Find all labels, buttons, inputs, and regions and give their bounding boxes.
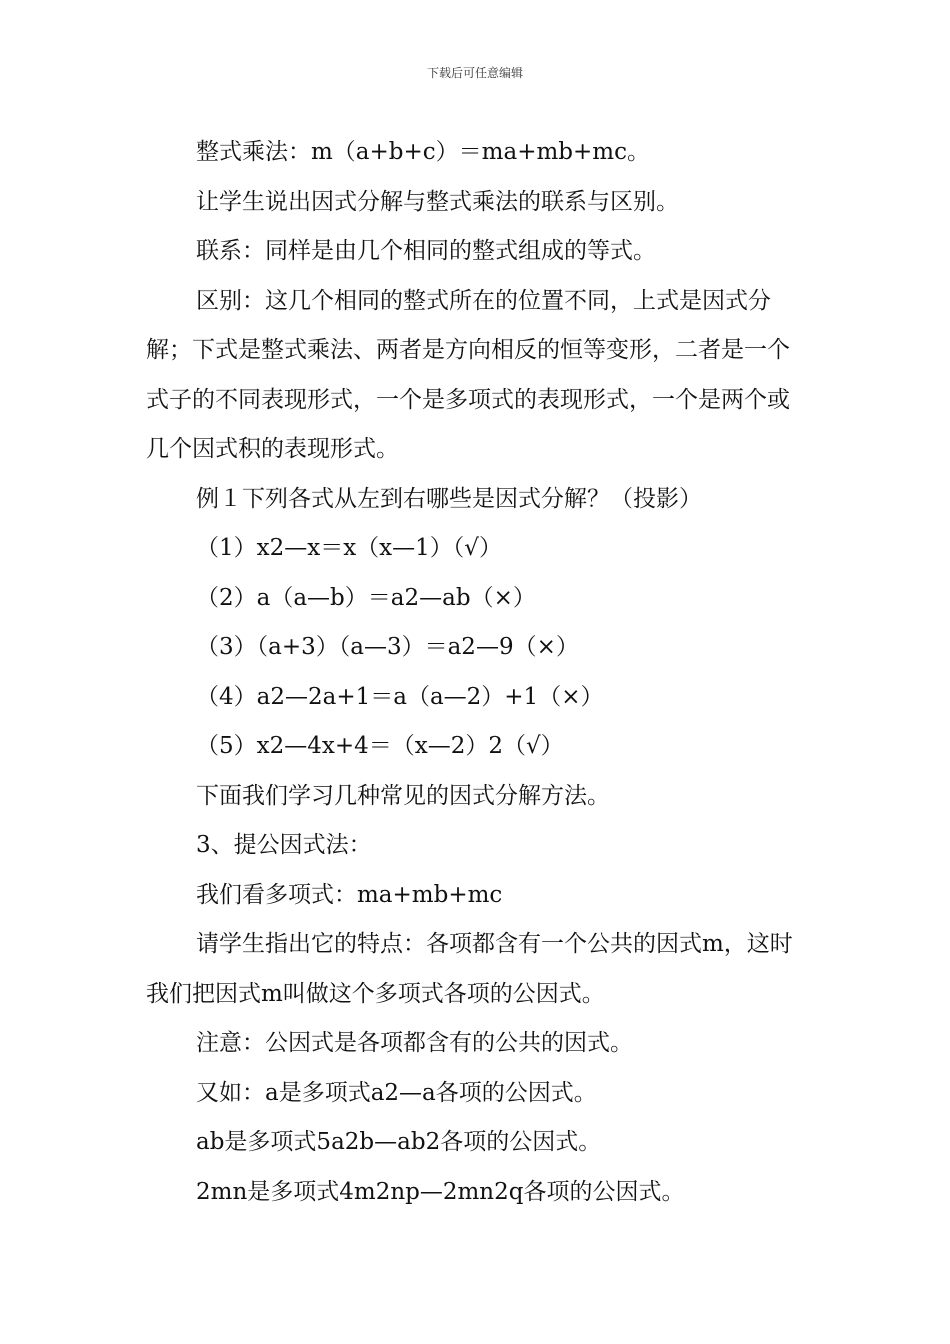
example-item: （4）a2—2a+1＝a（a—2）+1（×） [196,683,604,710]
paragraph: 区别：这几个相同的整式所在的位置不同，上式是因式分解；下式是整式乘法、两者是方向相反的恒等变形，二者是一个式子的不同表现形式，一个是多项式的表现形式，一个是两个或几个因式积的表现形式。 [146,287,790,462]
paragraph: 下面我们学习几种常见的因式分解方法。 [196,782,610,809]
page-header: 下载后可任意编辑 [426,66,523,80]
example-item: （3）（a+3）（a—3）＝a2—9（×） [196,634,579,660]
paragraph: 让学生说出因式分解与整式乘法的联系与区别。 [196,188,679,215]
paragraph: 我们看多项式：ma+mb+mc [196,881,503,908]
paragraph: 例１下列各式从左到右哪些是因式分解？（投影） [196,485,702,512]
paragraph: 联系：同样是由几个相同的整式组成的等式。 [196,238,656,264]
paragraph: ab是多项式5a2b—ab2各项的公因式。 [196,1129,602,1155]
example-item: （2）a（a—b）＝a2—ab（×） [196,584,536,611]
paragraph: 注意：公因式是各项都含有的公共的因式。 [196,1030,633,1056]
document-body [146,128,810,1217]
example-item: （5）x2—4x+4＝（x—2）2（√） [196,733,564,759]
section-heading: 3、提公因式法： [196,832,372,858]
example-item: （1）x2—x＝x（x—1）（√） [196,535,502,561]
paragraph: 又如：a是多项式a2—a各项的公因式。 [196,1079,597,1106]
paragraph: 2mn是多项式4m2np—2mn2q各项的公因式。 [196,1178,685,1205]
paragraph: 请学生指出它的特点：各项都含有一个公共的因式m，这时我们把因式m叫做这个多项式各项的公因式。 [146,931,793,1007]
paragraph: 整式乘法：m（a+b+c）＝ma+mb+mc。 [196,139,650,165]
